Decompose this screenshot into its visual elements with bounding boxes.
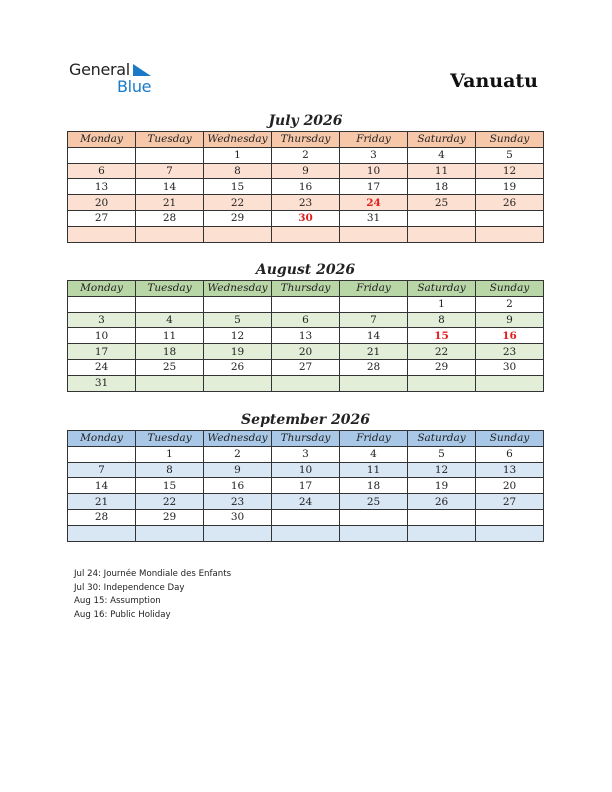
- day-cell: 10: [272, 462, 340, 478]
- day-cell: 17: [68, 344, 136, 360]
- day-cell: 20: [476, 478, 544, 494]
- day-cell: 13: [476, 462, 544, 478]
- holiday-notes: [74, 568, 231, 622]
- weekday-header: Wednesday: [204, 281, 272, 297]
- day-cell: 1: [204, 147, 272, 163]
- day-cell: [136, 147, 204, 163]
- day-cell: [136, 296, 204, 312]
- day-cell: 13: [68, 179, 136, 195]
- day-cell: 27: [68, 210, 136, 226]
- day-cell: [204, 296, 272, 312]
- weekday-header: Saturday: [408, 281, 476, 297]
- week-row: [68, 179, 544, 195]
- weekday-header: Wednesday: [204, 132, 272, 148]
- week-row: [68, 195, 544, 211]
- week-row: [68, 344, 544, 360]
- country-title: Vanuatu: [450, 70, 538, 92]
- day-cell: [408, 509, 476, 525]
- day-cell: 5: [476, 147, 544, 163]
- day-cell: 23: [272, 195, 340, 211]
- day-cell: 21: [68, 494, 136, 510]
- month-august: [67, 260, 544, 392]
- day-cell: [340, 509, 408, 525]
- day-cell: 30: [272, 210, 340, 226]
- day-cell: [340, 226, 408, 242]
- calendar-table: [67, 131, 544, 243]
- week-row: [68, 494, 544, 510]
- generalblue-logo: [69, 60, 169, 100]
- weekday-header: Friday: [340, 431, 408, 447]
- day-cell: 14: [340, 328, 408, 344]
- day-cell: 1: [136, 446, 204, 462]
- day-cell: 4: [340, 446, 408, 462]
- day-cell: 16: [476, 328, 544, 344]
- day-cell: 18: [136, 344, 204, 360]
- week-row: [68, 359, 544, 375]
- week-row: [68, 478, 544, 494]
- day-cell: 3: [68, 312, 136, 328]
- day-cell: 8: [408, 312, 476, 328]
- day-cell: 11: [408, 163, 476, 179]
- day-cell: [68, 525, 136, 541]
- day-cell: 1: [408, 296, 476, 312]
- weekday-header: Tuesday: [136, 132, 204, 148]
- day-cell: [476, 509, 544, 525]
- holiday-note: Aug 16: Public Holiday: [74, 609, 171, 620]
- day-cell: 12: [204, 328, 272, 344]
- day-cell: 29: [204, 210, 272, 226]
- day-cell: [408, 226, 476, 242]
- day-cell: 8: [136, 462, 204, 478]
- day-cell: 18: [340, 478, 408, 494]
- day-cell: [204, 375, 272, 391]
- day-cell: 31: [340, 210, 408, 226]
- day-cell: [272, 509, 340, 525]
- day-cell: 20: [68, 195, 136, 211]
- day-cell: 2: [204, 446, 272, 462]
- day-cell: 16: [272, 179, 340, 195]
- day-cell: 13: [272, 328, 340, 344]
- day-cell: 5: [408, 446, 476, 462]
- day-cell: 24: [68, 359, 136, 375]
- day-cell: 6: [476, 446, 544, 462]
- day-cell: 22: [408, 344, 476, 360]
- day-cell: 14: [136, 179, 204, 195]
- weekday-header: Friday: [340, 132, 408, 148]
- day-cell: 15: [408, 328, 476, 344]
- weekday-header: Tuesday: [136, 431, 204, 447]
- day-cell: [272, 525, 340, 541]
- day-cell: 22: [136, 494, 204, 510]
- calendar-table: [67, 280, 544, 392]
- day-cell: 12: [476, 163, 544, 179]
- logo-blue-text: Blue: [117, 77, 152, 96]
- day-cell: [476, 525, 544, 541]
- day-cell: 9: [204, 462, 272, 478]
- day-cell: 30: [204, 509, 272, 525]
- day-cell: 29: [408, 359, 476, 375]
- logo-triangle-icon: [133, 64, 153, 78]
- week-row: [68, 210, 544, 226]
- holiday-note: Aug 15: Assumption: [74, 596, 161, 607]
- day-cell: 9: [272, 163, 340, 179]
- day-cell: 28: [136, 210, 204, 226]
- weekday-header: Thursday: [272, 132, 340, 148]
- day-cell: [68, 296, 136, 312]
- weekday-header: Saturday: [408, 132, 476, 148]
- day-cell: 6: [68, 163, 136, 179]
- day-cell: 28: [340, 359, 408, 375]
- day-cell: [408, 210, 476, 226]
- day-cell: 7: [136, 163, 204, 179]
- day-cell: 10: [68, 328, 136, 344]
- day-cell: 25: [340, 494, 408, 510]
- day-cell: [204, 525, 272, 541]
- weekday-header: Sunday: [476, 431, 544, 447]
- day-cell: 9: [476, 312, 544, 328]
- week-row: [68, 509, 544, 525]
- day-cell: 24: [340, 195, 408, 211]
- day-cell: 27: [476, 494, 544, 510]
- day-cell: 4: [136, 312, 204, 328]
- day-cell: 16: [204, 478, 272, 494]
- holiday-note: Jul 30: Independence Day: [74, 582, 185, 593]
- weekday-header: Tuesday: [136, 281, 204, 297]
- day-cell: 21: [136, 195, 204, 211]
- day-cell: 5: [204, 312, 272, 328]
- day-cell: [340, 375, 408, 391]
- weekday-header: Wednesday: [204, 431, 272, 447]
- month-july: [67, 111, 544, 243]
- day-cell: [408, 375, 476, 391]
- week-row: [68, 163, 544, 179]
- day-cell: [136, 375, 204, 391]
- day-cell: 26: [204, 359, 272, 375]
- day-cell: 29: [136, 509, 204, 525]
- day-cell: 7: [68, 462, 136, 478]
- day-cell: 17: [340, 179, 408, 195]
- day-cell: 19: [476, 179, 544, 195]
- day-cell: [272, 226, 340, 242]
- weekday-header: Friday: [340, 281, 408, 297]
- month-september: [67, 410, 544, 542]
- day-cell: 10: [340, 163, 408, 179]
- day-cell: 24: [272, 494, 340, 510]
- day-cell: 23: [476, 344, 544, 360]
- day-cell: 22: [204, 195, 272, 211]
- week-row: [68, 147, 544, 163]
- weekday-header: Thursday: [272, 431, 340, 447]
- holiday-note: Jul 24: Journée Mondiale des Enfants: [74, 569, 232, 579]
- day-cell: 2: [272, 147, 340, 163]
- week-row: [68, 312, 544, 328]
- day-cell: 14: [68, 478, 136, 494]
- day-cell: 4: [408, 147, 476, 163]
- day-cell: 3: [340, 147, 408, 163]
- day-cell: 31: [68, 375, 136, 391]
- day-cell: 23: [204, 494, 272, 510]
- day-cell: 26: [476, 195, 544, 211]
- day-cell: 25: [136, 359, 204, 375]
- day-cell: 11: [340, 462, 408, 478]
- day-cell: 19: [408, 478, 476, 494]
- week-row: [68, 462, 544, 478]
- day-cell: 3: [272, 446, 340, 462]
- day-cell: 2: [476, 296, 544, 312]
- day-cell: [204, 226, 272, 242]
- week-row: [68, 226, 544, 242]
- month-title: August 2026: [255, 262, 356, 278]
- day-cell: 7: [340, 312, 408, 328]
- day-cell: 30: [476, 359, 544, 375]
- day-cell: [476, 375, 544, 391]
- day-cell: 12: [408, 462, 476, 478]
- day-cell: [408, 525, 476, 541]
- calendar-table: [67, 430, 544, 542]
- day-cell: 26: [408, 494, 476, 510]
- day-cell: 21: [340, 344, 408, 360]
- day-cell: [272, 375, 340, 391]
- week-row: [68, 446, 544, 462]
- weekday-header: Monday: [68, 431, 136, 447]
- day-cell: 11: [136, 328, 204, 344]
- day-cell: [476, 226, 544, 242]
- day-cell: 6: [272, 312, 340, 328]
- day-cell: 25: [408, 195, 476, 211]
- day-cell: 17: [272, 478, 340, 494]
- week-row: [68, 375, 544, 391]
- week-row: [68, 328, 544, 344]
- day-cell: [340, 296, 408, 312]
- day-cell: 15: [136, 478, 204, 494]
- day-cell: 28: [68, 509, 136, 525]
- day-cell: 15: [204, 179, 272, 195]
- day-cell: [136, 525, 204, 541]
- day-cell: 20: [272, 344, 340, 360]
- week-row: [68, 525, 544, 541]
- weekday-header: Monday: [68, 281, 136, 297]
- weekday-header: Sunday: [476, 281, 544, 297]
- month-title: September 2026: [241, 412, 370, 428]
- weekday-header: Thursday: [272, 281, 340, 297]
- day-cell: [340, 525, 408, 541]
- day-cell: [68, 446, 136, 462]
- day-cell: 18: [408, 179, 476, 195]
- weekday-header: Saturday: [408, 431, 476, 447]
- weekday-header: Monday: [68, 132, 136, 148]
- day-cell: 8: [204, 163, 272, 179]
- day-cell: 19: [204, 344, 272, 360]
- day-cell: [272, 296, 340, 312]
- day-cell: [68, 226, 136, 242]
- weekday-header: Sunday: [476, 132, 544, 148]
- month-title: July 2026: [268, 113, 343, 129]
- week-row: [68, 296, 544, 312]
- day-cell: 27: [272, 359, 340, 375]
- logo-general-text: General: [69, 60, 130, 79]
- day-cell: [476, 210, 544, 226]
- day-cell: [136, 226, 204, 242]
- day-cell: [68, 147, 136, 163]
